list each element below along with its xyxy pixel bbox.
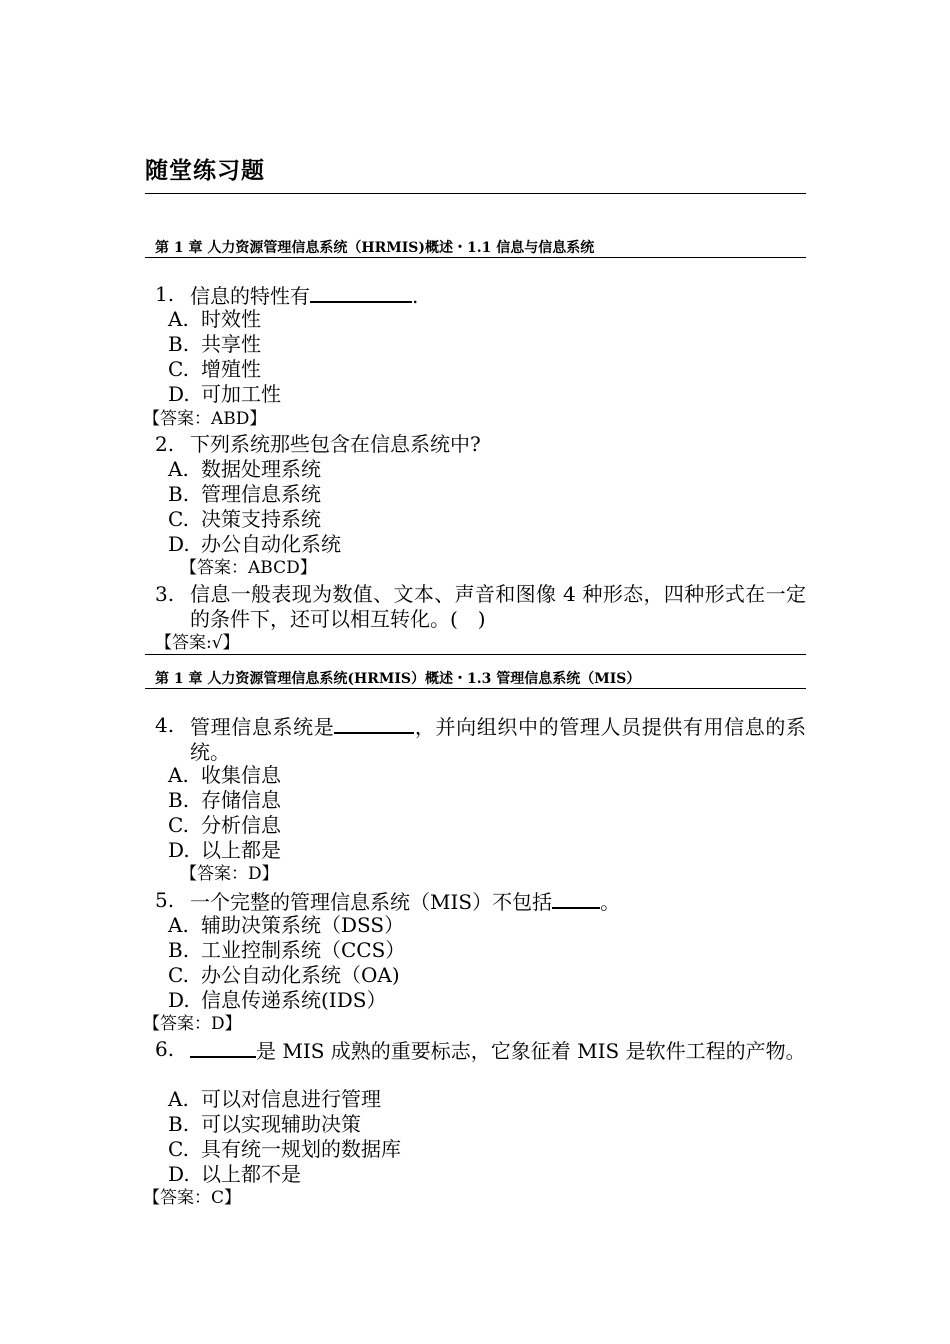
question-text-2: 下列系统那些包含在信息系统中? xyxy=(190,432,481,456)
answer-5: 【答案：D】 xyxy=(143,1014,242,1034)
option-2d: D. 办公自动化系统 xyxy=(168,532,341,556)
question-number-1: 1. xyxy=(155,282,175,306)
chapter-rule-2 xyxy=(145,688,806,689)
question-number-3: 3. xyxy=(155,582,175,606)
question-text-3: 信息一般表现为数值、文本、声音和图像 4 种形态，四种形式在一定的条件下，还可以相互转化。( ) xyxy=(190,582,806,631)
chapter-heading-2: 第 1 章 人力资源管理信息系统(HRMIS）概述・1.3 管理信息系统（MIS） xyxy=(155,671,641,687)
question-number-2: 2. xyxy=(155,432,175,456)
option-1b: B. 共享性 xyxy=(168,332,261,356)
option-2c: C. 决策支持系统 xyxy=(168,507,321,531)
option-5c: C. 办公自动化系统（OA) xyxy=(168,963,400,987)
question-text-4: 管理信息系统是 ，并向组织中的管理人员提供有用信息的系统。 xyxy=(190,715,807,764)
option-5b: B. 工业控制系统（CCS） xyxy=(168,938,406,962)
option-1d: D. 可加工性 xyxy=(168,382,281,406)
answer-4: 【答案：D】 xyxy=(180,864,279,884)
chapter-rule-2-top xyxy=(145,654,806,655)
option-6a: A. 可以对信息进行管理 xyxy=(168,1087,381,1111)
option-2b: B. 管理信息系统 xyxy=(168,482,321,506)
option-4b: B. 存储信息 xyxy=(168,788,281,812)
option-6b: B. 可以实现辅助决策 xyxy=(168,1112,361,1136)
answer-3: 【答案:√】 xyxy=(155,633,240,653)
option-4c: C. 分析信息 xyxy=(168,813,281,837)
answer-2: 【答案：ABCD】 xyxy=(180,558,317,578)
chapter-heading-1: 第 1 章 人力资源管理信息系统（HRMIS)概述・1.1 信息与信息系统 xyxy=(155,240,595,256)
title-rule xyxy=(145,193,806,194)
option-5d: D. 信息传递系统(IDS） xyxy=(168,988,387,1012)
option-1c: C. 增殖性 xyxy=(168,357,261,381)
answer-blank xyxy=(310,282,412,303)
question-text-1: 信息的特性有 . xyxy=(190,284,419,308)
question-text-5: 一个完整的管理信息系统（MIS）不包括 。 xyxy=(190,890,621,914)
option-6c: C. 具有统一规划的数据库 xyxy=(168,1137,401,1161)
option-1a: A. 时效性 xyxy=(168,307,261,331)
option-5a: A. 辅助决策系统（DSS） xyxy=(168,913,405,937)
question-number-6: 6. xyxy=(155,1037,175,1061)
answer-blank xyxy=(190,1037,256,1058)
question-text-6: 是 MIS 成熟的重要标志，它象征着 MIS 是软件工程的产物。 xyxy=(190,1037,806,1064)
chapter-rule-1 xyxy=(145,257,806,258)
option-2a: A. 数据处理系统 xyxy=(168,457,321,481)
answer-1: 【答案：ABD】 xyxy=(143,409,267,429)
option-4d: D. 以上都是 xyxy=(168,838,281,862)
answer-blank xyxy=(552,888,600,909)
page-title: 随堂练习题 xyxy=(145,157,265,184)
question-number-5: 5. xyxy=(155,888,175,912)
question-number-4: 4. xyxy=(155,713,175,737)
option-4a: A. 收集信息 xyxy=(168,763,281,787)
answer-6: 【答案：C】 xyxy=(143,1188,242,1208)
answer-blank xyxy=(334,713,414,734)
option-6d: D. 以上都不是 xyxy=(168,1162,301,1186)
